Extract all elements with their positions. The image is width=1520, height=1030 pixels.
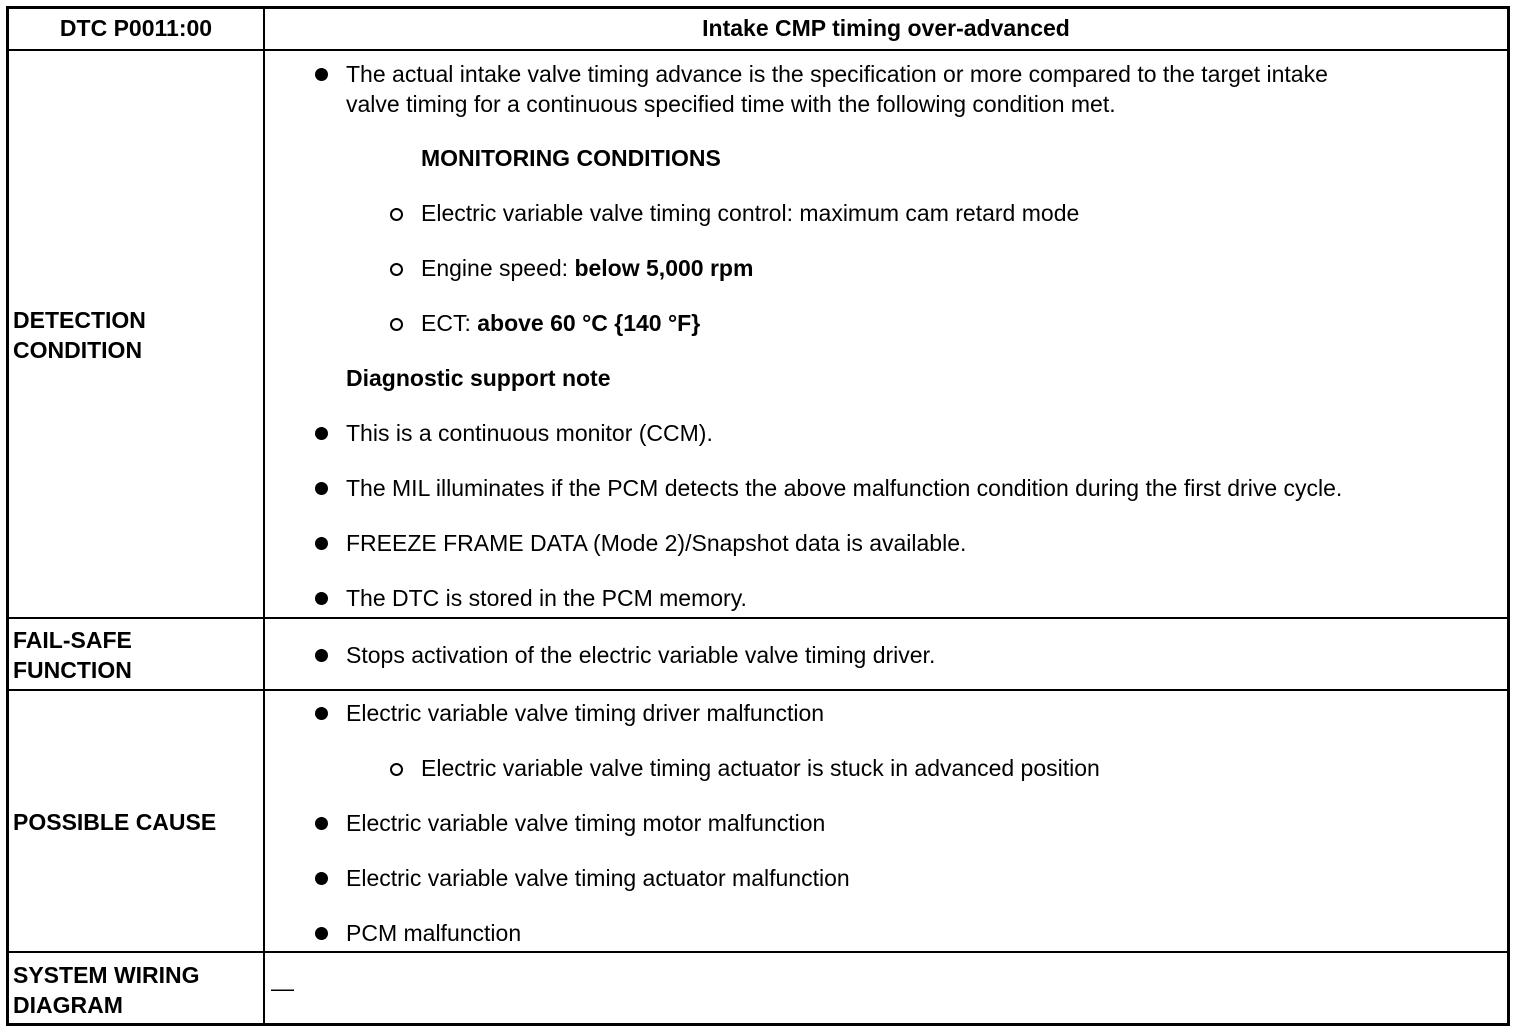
bullet-icon: [315, 537, 328, 550]
circle-bullet-icon: [390, 263, 403, 276]
note-text: The DTC is stored in the PCM memory.: [346, 585, 747, 611]
cause-text: Electric variable valve timing driver malfunction: [346, 700, 825, 726]
row-divider-header: [9, 49, 1507, 51]
note-text: This is a continuous monitor (CCM).: [346, 420, 713, 446]
circle-bullet-icon: [390, 318, 403, 331]
bullet-icon: [315, 872, 328, 885]
condition-value: below 5,000 rpm: [574, 255, 754, 281]
dtc-title: Intake CMP timing over-advanced: [702, 15, 1070, 41]
column-divider: [263, 9, 265, 1023]
label-line: FUNCTION: [13, 657, 132, 683]
bullet-icon: [315, 592, 328, 605]
wiring-diagram-value: —: [271, 975, 294, 1001]
label-line: FAIL-SAFE: [13, 627, 132, 653]
item-text: Stops activation of the electric variable valve timing driver.: [346, 642, 936, 668]
condition-text: [421, 308, 700, 338]
item-text: The actual intake valve timing advance is the specification or more compared to the target intake: [346, 61, 1328, 87]
row-divider-detection: [9, 617, 1507, 619]
possible-cause-label: POSSIBLE CAUSE: [13, 809, 217, 835]
label-line: CONDITION: [13, 337, 143, 363]
bullet-icon: [315, 427, 328, 440]
condition-text: [421, 253, 753, 283]
condition-prefix: ECT:: [421, 310, 478, 336]
condition-text: Electric variable valve timing control: maximum cam retard mode: [421, 200, 1080, 226]
circle-bullet-icon: [390, 208, 403, 221]
cause-text: PCM malfunction: [346, 920, 522, 946]
label-line: SYSTEM WIRING: [13, 962, 200, 988]
dtc-code: DTC P0011:00: [59, 15, 213, 41]
label-line: DIAGRAM: [13, 992, 123, 1018]
bullet-icon: [315, 68, 328, 81]
monitoring-conditions-heading: MONITORING CONDITIONS: [421, 145, 721, 171]
bullet-icon: [315, 482, 328, 495]
item-text: valve timing for a continuous specified time with the following condition met.: [346, 91, 1116, 117]
note-text: FREEZE FRAME DATA (Mode 2)/Snapshot data is available.: [346, 530, 967, 556]
row-divider-failsafe: [9, 689, 1507, 691]
condition-value: above 60 °C {140 °F}: [477, 310, 701, 336]
row-divider-cause: [9, 951, 1507, 953]
bullet-icon: [315, 817, 328, 830]
diagnostic-support-heading: Diagnostic support note: [346, 365, 611, 391]
cause-text: Electric variable valve timing actuator malfunction: [346, 865, 850, 891]
bullet-icon: [315, 649, 328, 662]
circle-bullet-icon: [390, 763, 403, 776]
cause-subtext: Electric variable valve timing actuator is stuck in advanced position: [421, 755, 1100, 781]
note-text: The MIL illuminates if the PCM detects the above malfunction condition during the first drive cycle.: [346, 475, 1343, 501]
label-line: DETECTION: [13, 307, 146, 333]
bullet-icon: [315, 927, 328, 940]
bullet-icon: [315, 707, 328, 720]
cause-text: Electric variable valve timing motor malfunction: [346, 810, 826, 836]
condition-prefix: Engine speed:: [421, 255, 575, 281]
dtc-table: [6, 6, 1510, 1026]
